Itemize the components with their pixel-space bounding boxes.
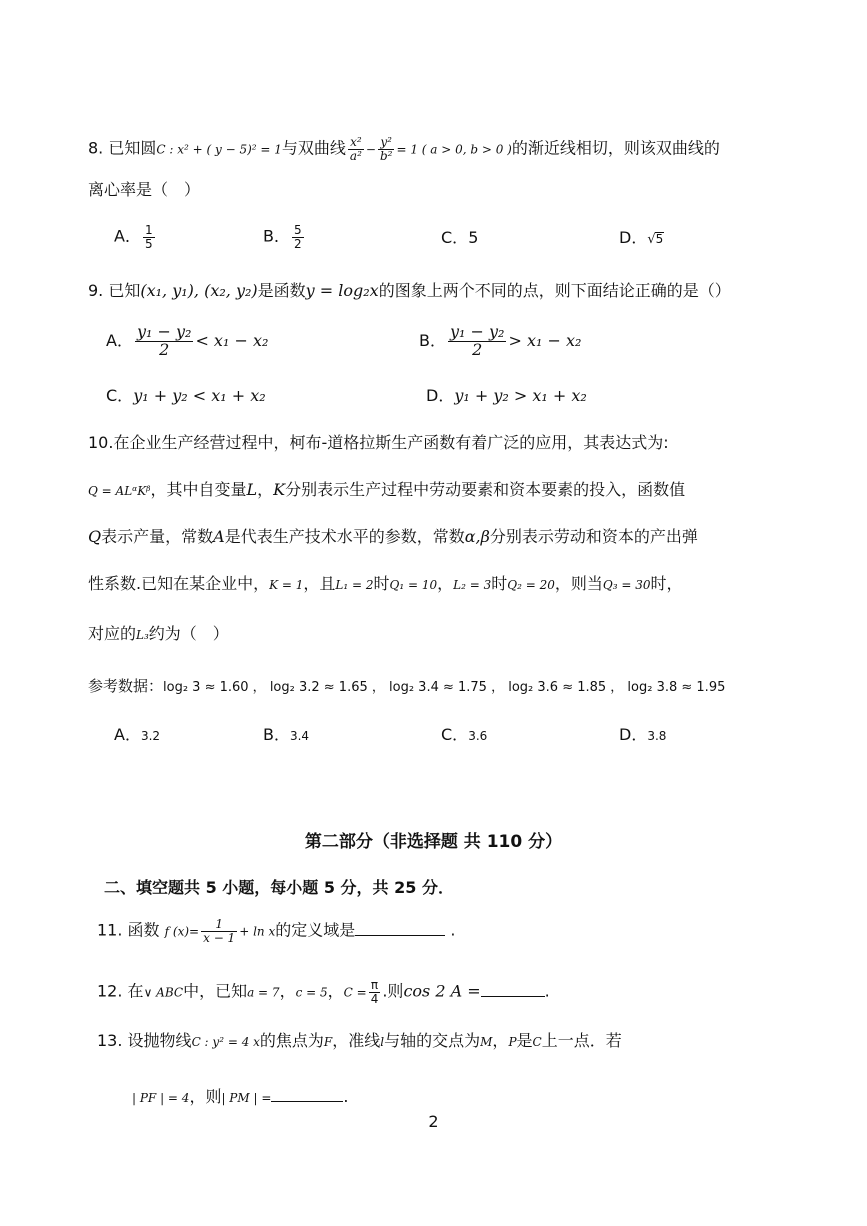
q9-option-d-label: D． bbox=[426, 386, 455, 405]
q11-number: 11. bbox=[97, 920, 123, 940]
q8-frac-x-den: a² bbox=[349, 148, 362, 163]
page-number: 2 bbox=[428, 1112, 439, 1131]
q10-line3-a: 表示产量，常数 bbox=[101, 527, 214, 546]
q9-points: (x₁, y₁), (x₂, y₂) bbox=[140, 281, 258, 300]
q10-line5-a: 对应的 bbox=[88, 624, 137, 643]
q10-option-a bbox=[114, 727, 160, 743]
q11-end: . bbox=[450, 920, 456, 940]
q10-option-c-label: C． bbox=[441, 725, 469, 744]
q12-text-c: .则 bbox=[382, 981, 404, 1001]
q11-frac bbox=[201, 918, 237, 944]
q10-option-a-label: A． bbox=[114, 725, 141, 744]
q12-frac-num: π bbox=[369, 979, 381, 993]
q10-option-c-value: 3.6 bbox=[468, 729, 488, 743]
q10-ref-values: log₂ 3 ≈ 1.60 ， log₂ 3.2 ≈ 1.65 ， log₂ 3.4 ≈ 1.75 ， log₂ 3.6 ≈ 1.85 ， log₂ 3.8 ≈ 1.95 bbox=[163, 680, 726, 695]
q8-frac-y-num: y² bbox=[378, 136, 395, 150]
q12-triangle: ∨ ABC bbox=[143, 985, 184, 1000]
sqrt-icon: √ bbox=[647, 232, 656, 247]
q12-end: . bbox=[544, 981, 550, 1001]
q10-formula-sup1: α bbox=[132, 483, 138, 493]
q8-option-a-num: 1 bbox=[144, 223, 153, 237]
q9-option-c-expr: y₁ + y₂ < x₁ + x₂ bbox=[133, 386, 266, 405]
q9-option-b-num: y₁ − y₂ bbox=[449, 322, 505, 341]
q8-text-a: 已知圆 bbox=[108, 138, 157, 158]
q8-option-c-value: 5 bbox=[468, 228, 479, 247]
q8-frac-y-den: b² bbox=[379, 148, 393, 163]
q10-line4-a: 性系数.已知在某企业中， bbox=[88, 574, 270, 593]
q10-formula-main: Q = AL bbox=[88, 484, 133, 498]
q10-var-Q: Q bbox=[88, 527, 102, 546]
q9-option-a-frac bbox=[135, 324, 193, 359]
q13-F: F bbox=[323, 1035, 333, 1049]
q10-l2: L₂ = 3 bbox=[453, 578, 492, 592]
q9-option-a bbox=[106, 324, 268, 359]
q10-option-d-label: D． bbox=[619, 725, 648, 744]
q12-line bbox=[97, 979, 550, 1005]
q8-text-c: 的渐近线相切，则该双曲线的 bbox=[511, 138, 720, 158]
q10-line1 bbox=[88, 435, 669, 451]
q13-M: M bbox=[480, 1035, 493, 1049]
q8-minus: − bbox=[365, 142, 376, 157]
q13-end: . bbox=[343, 1087, 349, 1106]
q10-option-b-value: 3.4 bbox=[289, 729, 310, 743]
q9-option-a-rest: < x₁ − x₂ bbox=[195, 330, 269, 350]
q11-answer-blank[interactable] bbox=[355, 921, 445, 936]
q13-line2-b: ，则 bbox=[189, 1087, 222, 1106]
q9-option-d-expr: y₁ + y₂ > x₁ + x₂ bbox=[454, 386, 587, 405]
q13-number: 13. bbox=[97, 1031, 123, 1050]
q13-line1 bbox=[97, 1033, 622, 1049]
q8-option-b bbox=[263, 224, 306, 250]
q8-option-d-value: 5 bbox=[655, 232, 664, 246]
q11-fx: f (x)= bbox=[164, 924, 200, 939]
q12-sep1: ， bbox=[279, 981, 296, 1001]
q10-line3 bbox=[88, 529, 698, 545]
q13-text-d: 与轴的交点为 bbox=[384, 1031, 481, 1050]
q12-cos: cos 2 A = bbox=[403, 981, 481, 1001]
q10-line4 bbox=[88, 576, 683, 592]
q10-line4-e: 时 bbox=[491, 574, 508, 593]
q10-line5 bbox=[88, 626, 229, 642]
q13-line2 bbox=[132, 1087, 349, 1105]
q10-q1: Q₁ = 10 bbox=[389, 578, 438, 592]
q9-option-b-frac bbox=[448, 324, 506, 359]
q9-option-c bbox=[106, 388, 266, 404]
q10-var-ab: α,β bbox=[464, 527, 490, 546]
q10-var-L: L bbox=[246, 480, 258, 499]
q9-line1 bbox=[88, 283, 731, 299]
q8-frac-x bbox=[348, 136, 364, 162]
q10-line4-f: ，则当 bbox=[554, 574, 603, 593]
q10-line3-b: 是代表生产技术水平的参数，常数 bbox=[224, 527, 465, 546]
q10-formula bbox=[88, 484, 150, 498]
q9-option-b-den: 2 bbox=[472, 339, 483, 359]
q12-frac-den: 4 bbox=[370, 991, 379, 1006]
q9-number: 9. bbox=[88, 281, 104, 300]
q12-answer-blank[interactable] bbox=[481, 982, 545, 997]
q10-q2: Q₂ = 20 bbox=[507, 578, 555, 592]
q9-option-d bbox=[426, 388, 587, 404]
q9-option-b bbox=[419, 324, 581, 359]
q8-option-b-den: 2 bbox=[293, 236, 302, 251]
q8-option-d bbox=[619, 230, 664, 246]
q12-frac bbox=[369, 979, 381, 1005]
q10-comma: ， bbox=[257, 480, 274, 499]
q11-text-b: 的定义域是 bbox=[275, 920, 356, 940]
section-heading: 二、填空题共 5 小题，每小题 5 分，共 25 分． bbox=[104, 878, 454, 897]
part2-heading: 第二部分（非选择题 共 110 分） bbox=[304, 832, 563, 852]
q8-line1 bbox=[88, 136, 720, 162]
q10-line2 bbox=[88, 482, 685, 498]
q9-option-c-label: C． bbox=[106, 386, 134, 405]
q13-parabola: C : y² = 4 x bbox=[191, 1035, 260, 1049]
q10-line3-c: 分别表示劳动和资本的产出弹 bbox=[489, 527, 698, 546]
q8-line2-text: 离心率是（ ） bbox=[88, 180, 201, 199]
q10-k-eq: K = 1 bbox=[269, 578, 304, 592]
q10-line1-text: 10.在企业生产经营过程中，柯布-道格拉斯生产函数有着广泛的应用，其表达式为: bbox=[88, 433, 669, 452]
q12-text-b: 中，已知 bbox=[183, 981, 248, 1001]
q8-hyp-rhs: = 1 ( a > 0, b > 0 ) bbox=[396, 142, 512, 157]
q13-pf: | PF | = 4 bbox=[132, 1091, 190, 1105]
q8-option-c-label: C． bbox=[441, 228, 469, 247]
q8-option-b-num: 5 bbox=[293, 223, 302, 237]
q10-line5-b: 约为（ ） bbox=[148, 624, 229, 643]
q8-line2 bbox=[88, 182, 200, 198]
q8-number: 8. bbox=[88, 138, 104, 158]
q9-option-b-label: B． bbox=[419, 330, 446, 350]
q8-frac-x-num: x² bbox=[348, 136, 364, 150]
q10-var-A: A bbox=[213, 527, 225, 546]
q9-func: y = log₂x bbox=[305, 281, 379, 300]
q8-option-d-label: D． bbox=[619, 228, 648, 247]
q8-option-c bbox=[441, 230, 478, 246]
q10-option-d-value: 3.8 bbox=[647, 729, 667, 743]
q12-text-a: 在 bbox=[127, 981, 144, 1001]
q10-q3: Q₃ = 30 bbox=[602, 578, 651, 592]
q8-option-a bbox=[114, 224, 157, 250]
q8-option-a-den: 5 bbox=[144, 236, 153, 251]
q10-formula-sup2: β bbox=[146, 483, 151, 493]
q10-option-b-label: B． bbox=[263, 725, 290, 744]
q8-option-a-frac bbox=[143, 224, 155, 250]
q8-circle-eq: C : x² + ( y − 5)² = 1 bbox=[156, 142, 282, 157]
q9-option-a-num: y₁ − y₂ bbox=[136, 322, 192, 341]
q12-number: 12. bbox=[97, 981, 123, 1001]
q13-l: l bbox=[380, 1035, 385, 1049]
q10-option-a-value: 3.2 bbox=[140, 729, 161, 743]
q11-frac-num: 1 bbox=[201, 918, 237, 932]
q9-option-b-rest: > x₁ − x₂ bbox=[508, 330, 582, 350]
q9-option-a-label: A． bbox=[106, 330, 133, 350]
q12-C-lhs: C = bbox=[343, 985, 367, 1000]
q13-text-f: 是 bbox=[516, 1031, 533, 1050]
q10-l1: L₁ = 2 bbox=[335, 578, 374, 592]
q11-text-a: 函数 bbox=[127, 920, 160, 940]
q13-C: C bbox=[532, 1035, 542, 1049]
q10-line2-rest: ，其中自变量 bbox=[150, 480, 247, 499]
q10-formula-k: K bbox=[137, 484, 147, 498]
q10-line4-c: 时 bbox=[373, 574, 390, 593]
q12-a: a = 7 bbox=[247, 985, 280, 1000]
q13-text-c: ，准线 bbox=[332, 1031, 381, 1050]
q9-text-b: 是函数 bbox=[257, 281, 306, 300]
q13-text-g: 上一点．若 bbox=[541, 1031, 622, 1050]
q10-option-c bbox=[441, 727, 487, 743]
q9-text-a: 已知 bbox=[108, 281, 141, 300]
q10-reference bbox=[88, 679, 725, 694]
q10-line4-b: ，且 bbox=[303, 574, 336, 593]
q10-var-K: K bbox=[273, 480, 286, 499]
q8-frac-y bbox=[378, 136, 395, 162]
q13-answer-blank[interactable] bbox=[271, 1087, 343, 1102]
q12-sep2: ， bbox=[327, 981, 344, 1001]
q10-line4-g: 时， bbox=[650, 574, 683, 593]
q11-rest: + ln x bbox=[239, 924, 276, 939]
q10-option-b bbox=[263, 727, 309, 743]
q8-option-b-label: B． bbox=[263, 226, 290, 246]
q13-P: P bbox=[508, 1035, 517, 1049]
q11-line bbox=[97, 918, 455, 944]
q8-option-b-frac bbox=[292, 224, 304, 250]
q9-text-c: 的图象上两个不同的点，则下面结论正确的是（） bbox=[378, 281, 731, 300]
q10-line4-d: ， bbox=[437, 574, 454, 593]
q9-option-a-den: 2 bbox=[159, 339, 170, 359]
q11-frac-den: x − 1 bbox=[203, 930, 236, 945]
q10-line2-end: 分别表示生产过程中劳动要素和资本要素的投入，函数值 bbox=[285, 480, 686, 499]
q13-text-e: ， bbox=[492, 1031, 509, 1050]
q13-text-a: 设抛物线 bbox=[127, 1031, 192, 1050]
q10-option-d bbox=[619, 727, 666, 743]
q8-text-b: 与双曲线 bbox=[281, 138, 346, 158]
q10-l3: L₃ bbox=[136, 628, 149, 642]
q12-c: c = 5 bbox=[295, 985, 328, 1000]
q8-option-a-label: A． bbox=[114, 226, 141, 246]
q13-text-b: 的焦点为 bbox=[259, 1031, 324, 1050]
q10-ref-label: 参考数据： bbox=[88, 677, 164, 695]
q13-pm: | PM | = bbox=[221, 1091, 272, 1105]
